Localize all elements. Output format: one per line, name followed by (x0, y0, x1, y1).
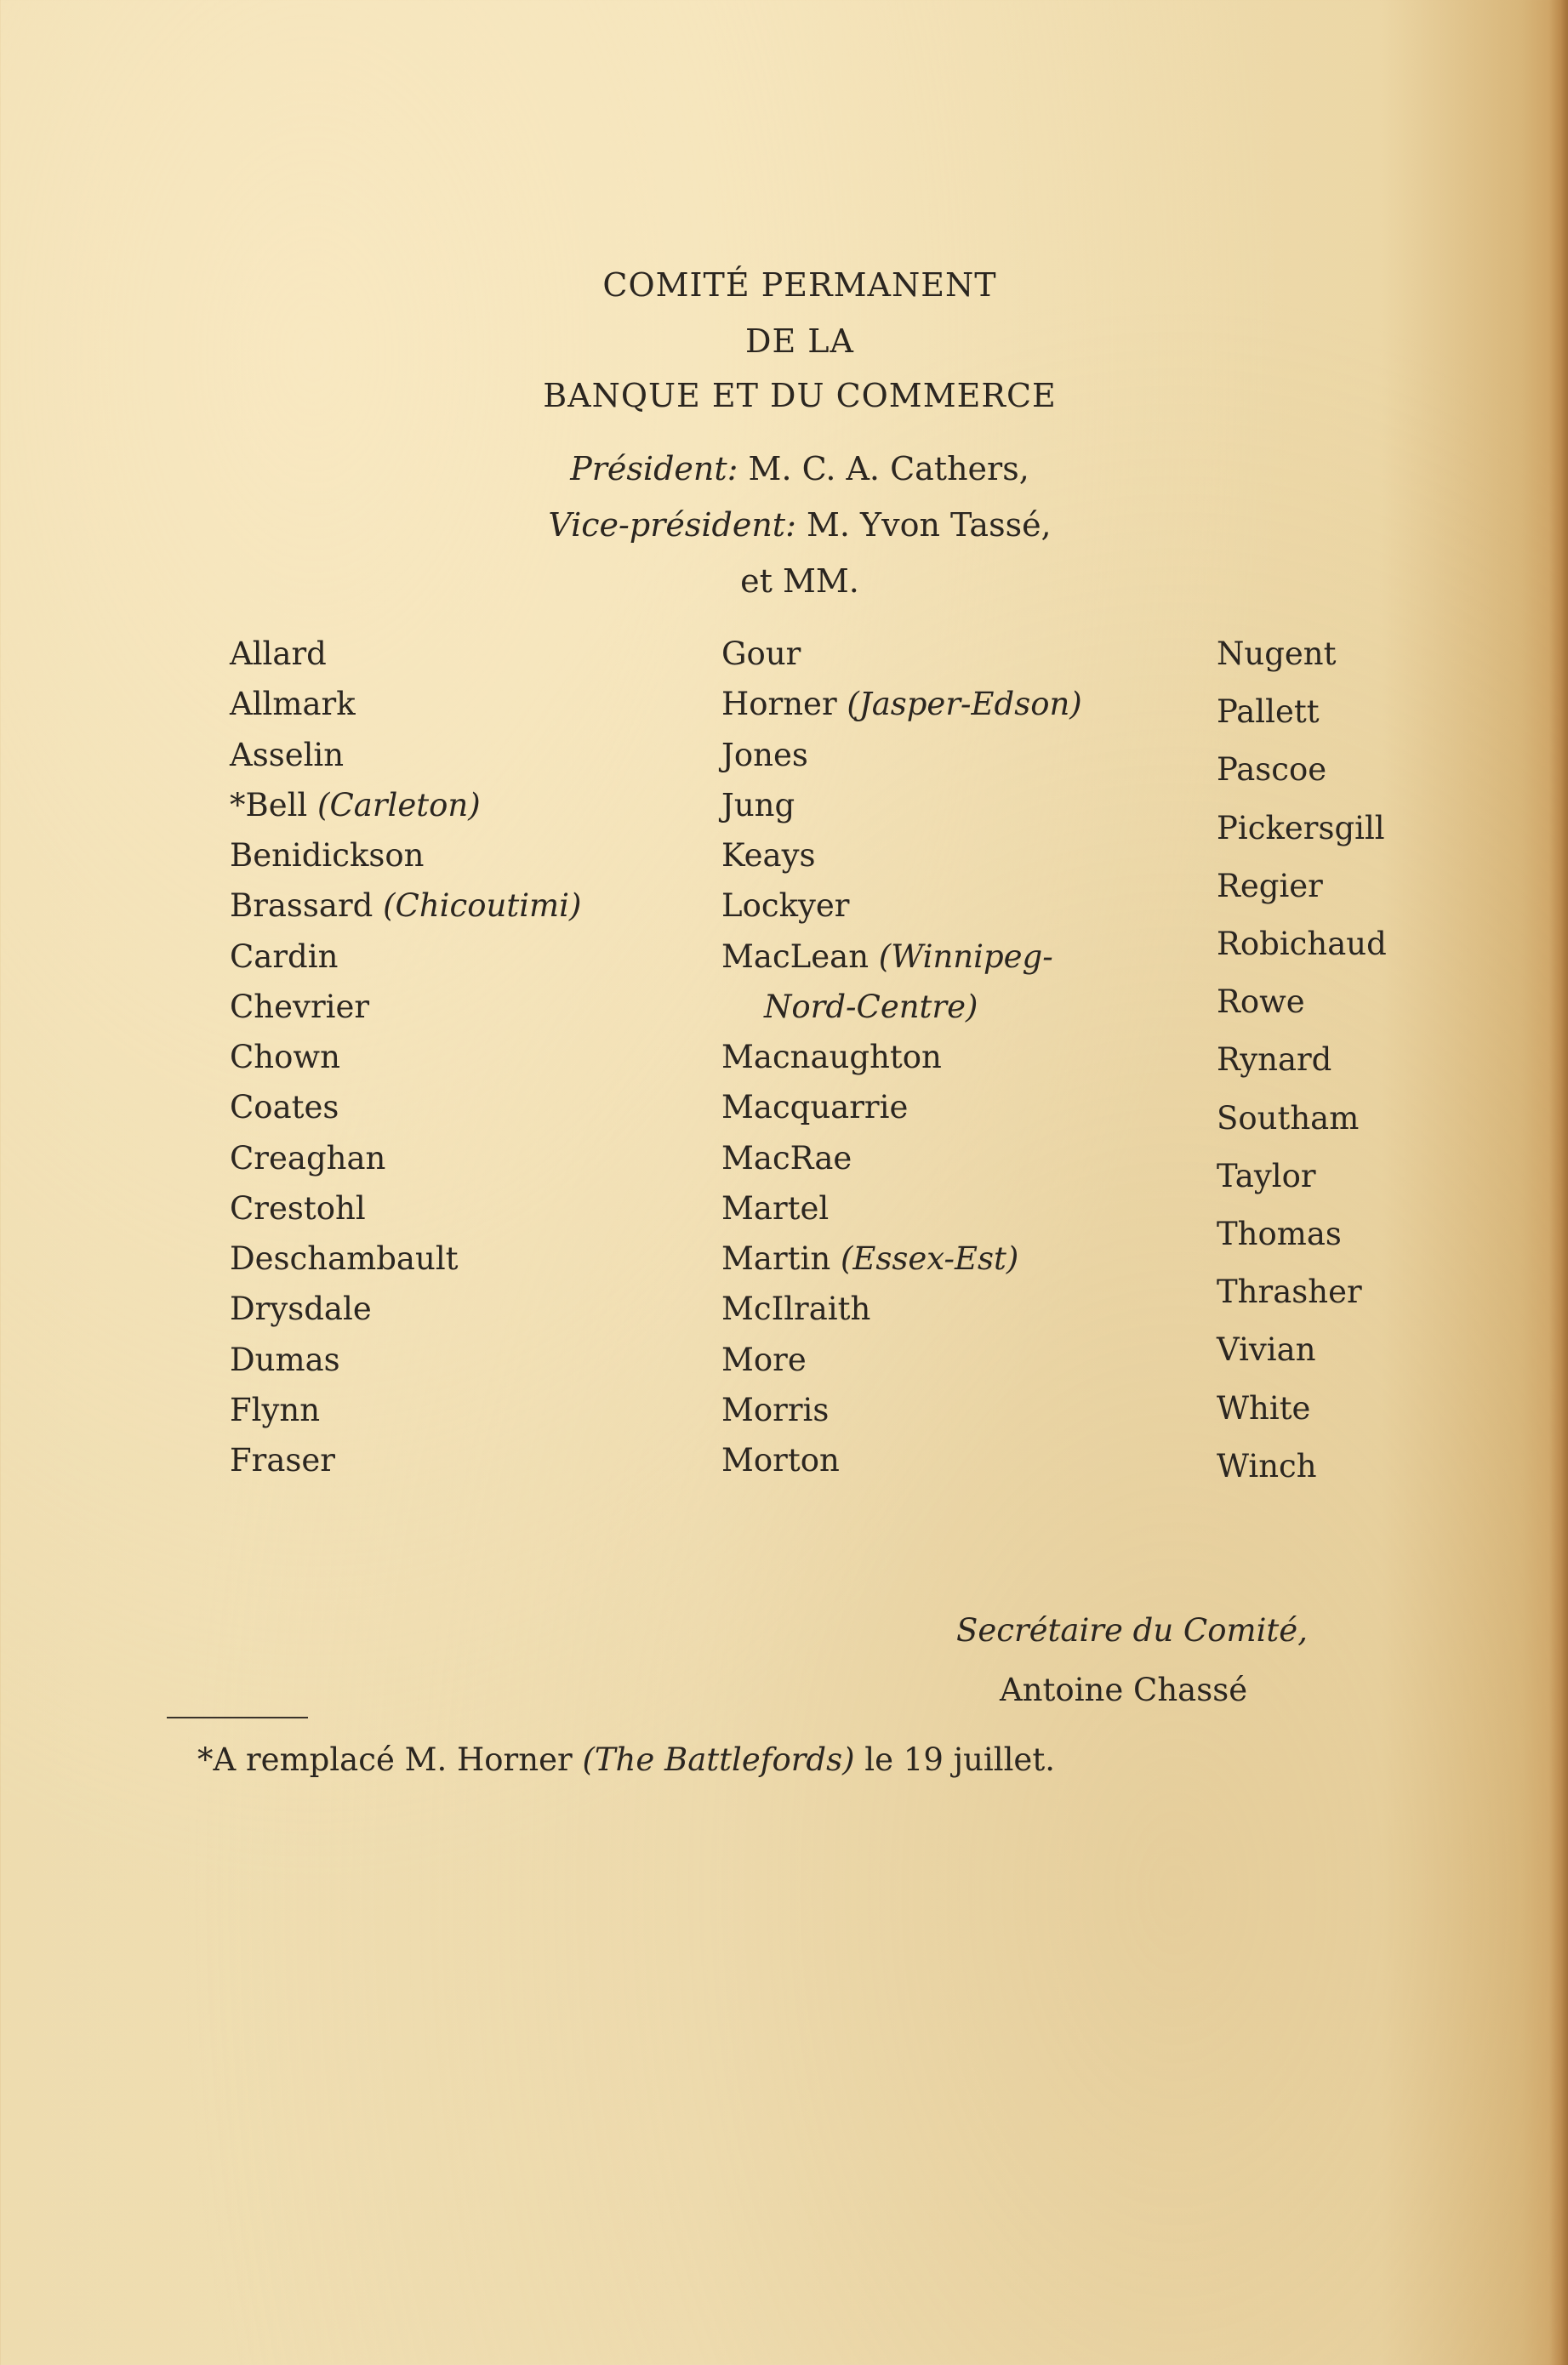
member-entry (1217, 751, 1327, 788)
member-entry (230, 887, 582, 924)
member-name: Robichaud (1217, 926, 1387, 962)
member-name: Rynard (1217, 1041, 1332, 1078)
member-name: Pallett (1217, 693, 1320, 730)
footnote-suffix: le 19 juillet. (864, 1741, 1055, 1778)
member-entry (764, 991, 978, 1023)
member-name: Nugent (1217, 635, 1337, 672)
member-entry (230, 688, 356, 720)
member-entry (1217, 1331, 1316, 1368)
member-name: Creaghan (230, 1140, 386, 1177)
member-name: Brassard (230, 887, 373, 924)
member-entry (721, 1344, 807, 1376)
member-entry (721, 635, 801, 672)
member-name: Southam (1217, 1100, 1360, 1137)
member-name: Lockyer (721, 887, 850, 924)
member-entry (1217, 812, 1385, 844)
member-name: Keays (721, 837, 816, 874)
member-entry (721, 1190, 830, 1227)
member-name: Benidickson (230, 837, 425, 874)
member-entry (1217, 983, 1305, 1020)
member-entry (721, 887, 850, 924)
member-name: Thomas (1217, 1216, 1342, 1252)
member-entry (230, 1293, 372, 1325)
member-name: Asselin (230, 737, 345, 773)
member-entry (721, 1394, 829, 1426)
member-name: Gour (721, 635, 801, 672)
member-entry (721, 1293, 870, 1325)
member-name: Chevrier (230, 989, 370, 1025)
member-name: MacRae (721, 1140, 852, 1177)
member-riding: (Chicoutimi) (383, 887, 582, 924)
footnote-riding: (The Battlefords) (582, 1741, 855, 1778)
member-name: Vivian (1217, 1331, 1316, 1368)
secretary-title: Secrétaire du Comité, (956, 1612, 1308, 1649)
committee-title-line-2: DE LA (745, 322, 854, 360)
member-name: Martin (721, 1240, 831, 1277)
member-entry (1217, 1160, 1316, 1192)
president-role: Président: (570, 450, 738, 487)
member-name: Morton (721, 1442, 840, 1479)
member-name: Allard (230, 635, 327, 672)
vice-president-name: M. Yvon Tassé, (806, 506, 1052, 544)
member-entry (1217, 928, 1387, 960)
member-entry (721, 1041, 942, 1073)
member-name: Thrasher (1217, 1274, 1362, 1310)
member-name: Rowe (1217, 983, 1305, 1020)
member-name: Cardin (230, 938, 339, 975)
member-entry (230, 1442, 335, 1479)
member-entry (230, 1089, 339, 1126)
member-entry (1217, 1100, 1360, 1137)
member-entry (1217, 1218, 1342, 1250)
member-entry (1217, 1448, 1317, 1485)
member-entry (1217, 635, 1337, 672)
president-line (0, 450, 1568, 487)
member-entry (230, 1344, 340, 1376)
member-name: Pascoe (1217, 751, 1327, 788)
member-name: Horner (721, 686, 837, 722)
member-riding: Nord-Centre) (764, 989, 978, 1025)
member-entry (230, 991, 369, 1023)
member-entry (721, 739, 808, 771)
member-entry (1217, 1390, 1311, 1427)
member-name: Jung (721, 787, 795, 823)
member-entry (230, 938, 339, 975)
member-name: Flynn (230, 1392, 321, 1428)
footnote-rule (167, 1717, 308, 1718)
member-name: Winch (1217, 1448, 1317, 1485)
committee-title-line-1: COMITÉ PERMANENT (602, 266, 997, 304)
member-name: Drysdale (230, 1291, 372, 1327)
committee-title-line-3: BANQUE ET DU COMMERCE (543, 377, 1057, 414)
member-name: *Bell (230, 787, 308, 823)
member-entry (230, 1140, 386, 1177)
member-entry (230, 837, 425, 874)
member-entry (1217, 870, 1323, 902)
member-riding: (Winnipeg- (878, 938, 1053, 975)
member-entry (721, 938, 1053, 975)
member-entry (721, 789, 795, 821)
member-name: Jones (721, 737, 808, 773)
footnote-prefix: *A remplacé M. Horner (197, 1741, 573, 1778)
member-name: Macnaughton (721, 1039, 942, 1075)
member-riding: (Jasper-Edson) (847, 686, 1082, 722)
member-entry (721, 688, 1082, 720)
member-entry (721, 1140, 852, 1177)
member-entry (721, 1089, 909, 1126)
member-name: Macquarrie (721, 1089, 909, 1126)
member-name: Chown (230, 1039, 340, 1075)
vice-president-role: Vice-président: (548, 506, 796, 544)
member-name: Pickersgill (1217, 810, 1385, 846)
member-name: Crestohl (230, 1190, 366, 1227)
member-entry (1217, 693, 1320, 730)
footnote (197, 1741, 1055, 1778)
member-entry (230, 1394, 320, 1426)
member-entry (721, 1442, 840, 1479)
vice-president-line (0, 506, 1568, 544)
member-name: More (721, 1342, 807, 1378)
member-name: Allmark (230, 686, 356, 722)
member-name: Regier (1217, 868, 1323, 904)
member-riding: (Carleton) (317, 787, 481, 823)
member-entry (230, 1041, 340, 1073)
member-name: McIlraith (721, 1291, 871, 1327)
secretary-name: Antoine Chassé (1000, 1672, 1248, 1708)
member-riding: (Essex-Est) (840, 1240, 1019, 1277)
member-name: MacLean (721, 938, 870, 975)
member-name: Deschambault (230, 1240, 459, 1277)
other-members-line: et MM. (740, 562, 859, 600)
member-name: Dumas (230, 1342, 340, 1378)
member-name: Fraser (230, 1442, 335, 1479)
member-entry (721, 1240, 1019, 1277)
member-entry (230, 1190, 366, 1227)
president-name: M. C. A. Cathers, (748, 450, 1029, 487)
member-entry (1217, 1276, 1362, 1308)
member-name: White (1217, 1390, 1311, 1427)
member-name: Martel (721, 1190, 830, 1227)
member-entry (230, 1240, 459, 1277)
member-entry (721, 837, 816, 874)
member-entry (230, 789, 481, 821)
member-entry (230, 739, 344, 771)
member-name: Taylor (1217, 1158, 1316, 1194)
member-name: Morris (721, 1392, 830, 1428)
member-entry (1217, 1041, 1332, 1078)
member-name: Coates (230, 1089, 339, 1126)
member-entry (230, 635, 327, 672)
